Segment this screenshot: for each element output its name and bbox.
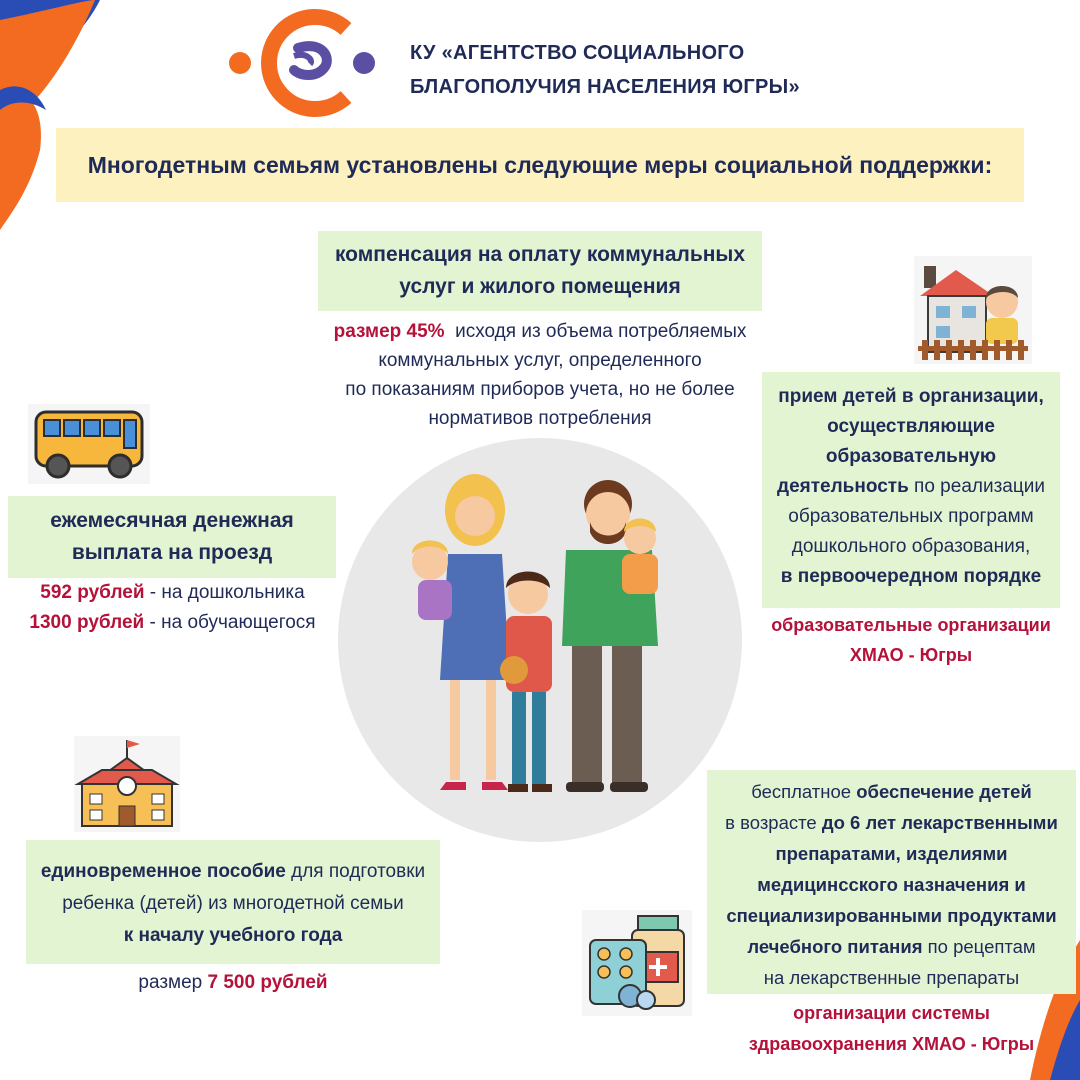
house-child-icon xyxy=(914,256,1032,364)
school-size-value: 7 500 рублей xyxy=(207,972,328,993)
medicine-line-1-plain: бесплатное xyxy=(751,781,857,802)
kindergarten-line-6: дошкольного образования, xyxy=(791,536,1031,557)
school-line-1-rest: для подготовки xyxy=(285,861,426,882)
kindergarten-line-1: прием детей в организации, xyxy=(778,386,1044,407)
school-size-label: размер xyxy=(138,972,208,993)
utilities-desc-1: исходя из объема потребляемых xyxy=(455,321,747,342)
medicine-line-1-bold: обеспечение детей xyxy=(856,781,1032,802)
kindergarten-line-7: в первоочередном порядке xyxy=(780,566,1042,587)
utilities-description xyxy=(300,317,780,433)
kindergarten-box xyxy=(762,372,1060,608)
utilities-title-line-1: компенсация на оплату коммунальных xyxy=(334,243,746,266)
kindergarten-org-line-1: образовательные организации xyxy=(771,615,1051,635)
utilities-desc-3: по показаниям приборов учета, но не более xyxy=(345,379,735,400)
medicine-line-2-plain: в возрасте xyxy=(725,812,822,833)
org-line-2: БЛАГОПОЛУЧИЯ НАСЕЛЕНИЯ ЮГРЫ» xyxy=(410,76,800,98)
medicine-line-5: специализированными продуктами xyxy=(726,905,1057,926)
logo-icon xyxy=(228,4,378,122)
medicine-organizations xyxy=(707,998,1076,1060)
family-illustration xyxy=(390,470,680,810)
medicine-org-line-1: организации системы xyxy=(793,1003,990,1023)
utilities-size: размер 45% xyxy=(333,321,445,342)
kindergarten-line-2: осуществляющие xyxy=(827,416,995,437)
school-icon xyxy=(74,736,180,832)
ribbon-top-left xyxy=(0,0,110,240)
transport-amounts xyxy=(0,578,345,638)
utilities-title-line-2: услуг и жилого помещения xyxy=(399,275,681,298)
kindergarten-organizations xyxy=(752,610,1070,670)
org-line-1: КУ «АГЕНТСТВО СОЦИАЛЬНОГО xyxy=(410,42,745,64)
banner xyxy=(56,128,1024,202)
transport-amount-2: 1300 рублей xyxy=(29,612,145,633)
school-line-3: к началу учебного года xyxy=(123,925,343,946)
medicine-line-7: на лекарственные препараты xyxy=(763,967,1020,988)
transport-label-1: - на дошкольника xyxy=(144,582,305,603)
kindergarten-org-line-2: ХМАО - Югры xyxy=(849,645,973,665)
organization-name xyxy=(410,36,800,104)
transport-title-line-1: ежемесячная денежная xyxy=(50,509,294,532)
transport-amount-1: 592 рублей xyxy=(40,582,145,603)
medicine-box xyxy=(707,770,1076,994)
medicine-icon xyxy=(582,910,692,1016)
kindergarten-line-5: образовательных программ xyxy=(788,506,1034,527)
transport-title-box xyxy=(8,496,336,578)
school-size xyxy=(26,968,440,998)
medicine-line-6-bold: лечебного питания xyxy=(747,936,923,957)
medicine-line-4: медицинсского назначения и xyxy=(757,874,1026,895)
school-line-2: ребенка (детей) из многодетной семьи xyxy=(62,893,404,914)
kindergarten-line-3: образовательную xyxy=(825,446,997,467)
school-line-1-bold: единовременное пособие xyxy=(40,861,286,882)
banner-title: Многодетным семьям установлены следующие меры социальной поддержки: xyxy=(87,151,993,178)
school-box xyxy=(26,840,440,964)
kindergarten-line-4-bold: деятельность xyxy=(777,476,909,497)
medicine-line-6-rest: по рецептам xyxy=(922,936,1036,957)
bus-icon xyxy=(28,404,150,484)
utilities-title-box xyxy=(318,231,762,311)
transport-title-line-2: выплата на проезд xyxy=(71,541,273,564)
medicine-line-2-bold: до 6 лет лекарственными xyxy=(821,812,1058,833)
kindergarten-line-4-rest: по реализации xyxy=(908,476,1045,497)
transport-label-2: - на обучающегося xyxy=(144,612,316,633)
utilities-desc-2: коммунальных услуг, определенного xyxy=(378,350,702,371)
utilities-desc-4: нормативов потребления xyxy=(428,408,652,429)
medicine-line-3: препаратами, изделиями xyxy=(775,843,1008,864)
medicine-org-line-2: здравоохранения ХМАО - Югры xyxy=(748,1034,1035,1054)
